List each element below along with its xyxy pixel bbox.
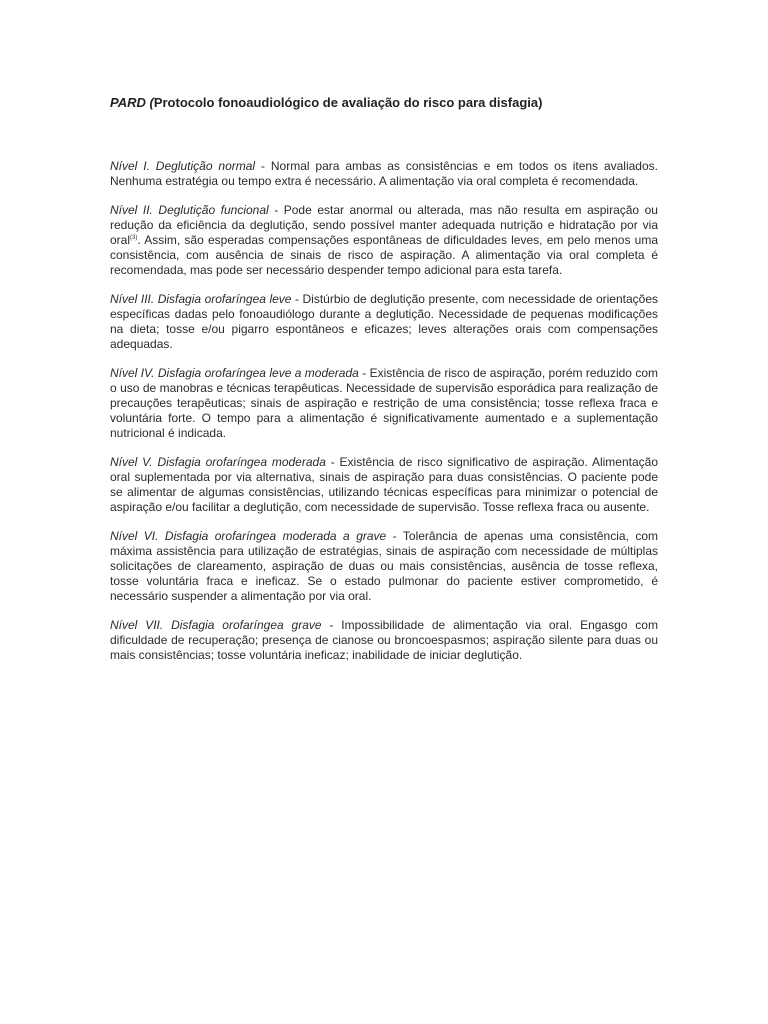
document-page bbox=[110, 94, 658, 677]
level-2-reference: (3) bbox=[130, 235, 138, 241]
level-5-name: Nível V. Disfagia orofaríngea moderada bbox=[110, 455, 326, 469]
level-7-description: - Impossibilidade de alimentação via oral. Engasgo com dificuldade de recuperação; presença de cianose ou broncoespasmos; aspiração silente para duas ou mais consistências; tosse voluntária ineficaz; inabilidade de iniciar deglutição. bbox=[110, 618, 658, 662]
level-2-description-continued: . Assim, são esperadas compensações espontâneas de dificuldades leves, em pelo menos uma consistência, com ausência de sinais de risco de aspiração. A alimentação via oral completa é recomendada, mas pode ser necessário despender tempo adicional para esta tarefa. bbox=[110, 233, 658, 277]
level-1-paragraph bbox=[110, 159, 658, 189]
level-7-name: Nível VII. Disfagia orofaríngea grave bbox=[110, 618, 322, 632]
level-4-name: Nível IV. Disfagia orofaríngea leve a moderada bbox=[110, 366, 359, 380]
level-4-paragraph bbox=[110, 366, 658, 441]
level-1-name: Nível I. Deglutição normal bbox=[110, 159, 256, 173]
level-4-description: - Existência de risco de aspiração, porém reduzido com o uso de manobras e técnicas terapêuticas. Necessidade de supervisão esporádica para realização de precauções terapêuticas; sinais de aspiração e restrição de uma consistência; tosse reflexa fraca e voluntária forte. O tempo para a alimentação é significativamente aumentado e a suplementação nutricional é indicada. bbox=[110, 366, 658, 440]
level-1-description: - Normal para ambas as consistências e em todos os itens avaliados. Nenhuma estratégia ou tempo extra é necessário. A alimentação via oral completa é recomendada. bbox=[110, 159, 658, 188]
level-7-paragraph bbox=[110, 618, 658, 663]
title-abbreviation: PARD ( bbox=[110, 95, 154, 110]
level-3-name: Nível III. Disfagia orofaríngea leve bbox=[110, 292, 292, 306]
level-2-paragraph bbox=[110, 203, 658, 278]
level-6-paragraph bbox=[110, 529, 658, 604]
level-2-name: Nível II. Deglutição funcional bbox=[110, 203, 269, 217]
level-3-description: - Distúrbio de deglutição presente, com necessidade de orientações específicas dadas pelo fonoaudiólogo durante a deglutição. Necessidade de pequenas modificações na dieta; tosse e/ou pigarro espontâneos e eficazes; leves alterações orais com compensações adequadas. bbox=[110, 292, 658, 351]
level-2-description: - Pode estar anormal ou alterada, mas não resulta em aspiração ou redução da eficiência da deglutição, sendo possível manter adequada nutrição e hidratação por via oral bbox=[110, 203, 658, 247]
level-5-description: - Existência de risco significativo de aspiração. Alimentação oral suplementada por via alternativa, sinais de aspiração para duas consistências. O paciente pode se alimentar de algumas consistências, utilizando técnicas específicas para minimizar o potencial de aspiração e/ou facilitar a deglutição, com necessidade de supervisão. Tosse reflexa fraca ou ausente. bbox=[110, 455, 658, 514]
document-title bbox=[110, 94, 658, 112]
level-6-description: - Tolerância de apenas uma consistência, com máxima assistência para utilização de estratégias, sinais de aspiração com necessidade de múltiplas solicitações de clareamento, aspiração de duas ou mais consistências, ausência de tosse reflexa, tosse voluntária fraca e ineficaz. Se o estado pulmonar do paciente estiver comprometido, é necessário suspender a alimentação por via oral. bbox=[110, 529, 658, 603]
level-5-paragraph bbox=[110, 455, 658, 515]
title-full-name: Protocolo fonoaudiológico de avaliação do risco para disfagia) bbox=[153, 95, 543, 110]
level-6-name: Nível VI. Disfagia orofaríngea moderada a grave bbox=[110, 529, 387, 543]
level-3-paragraph bbox=[110, 292, 658, 352]
